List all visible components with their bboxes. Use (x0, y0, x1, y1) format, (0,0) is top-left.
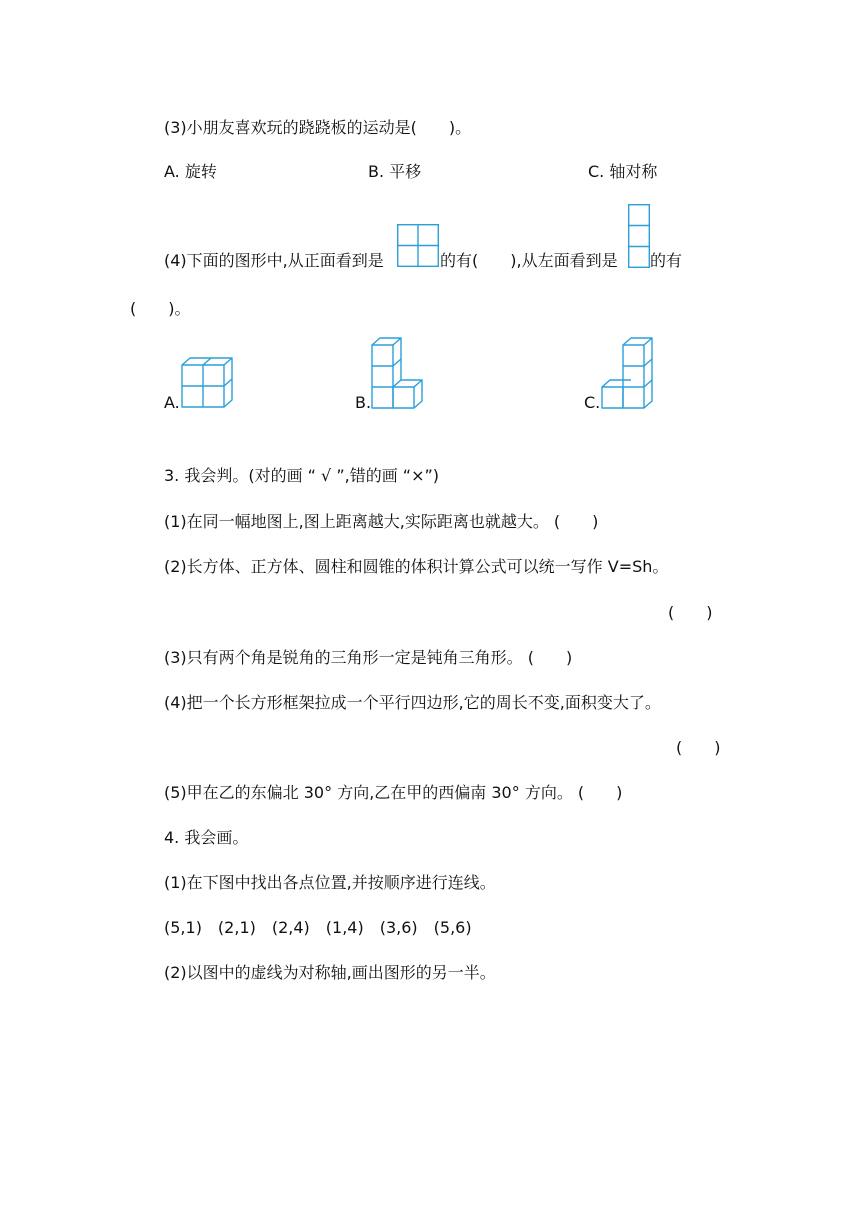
front-view-figure (397, 224, 439, 267)
option-a-cube-figure (180, 356, 236, 410)
draw-points-list: (5,1) (2,1) (2,4) (1,4) (3,6) (5,6) (164, 918, 472, 937)
judge-item-4: (4)把一个长方形框架拉成一个平行四边形,它的周长不变,面积变大了。 (164, 693, 661, 712)
q4-stem-part-d: ( )。 (130, 299, 191, 318)
q4-stem-part-c: 的有 (650, 251, 683, 270)
draw-question-1: (1)在下图中找出各点位置,并按顺序进行连线。 (164, 873, 496, 892)
q4-stem-part-a: (4)下面的图形中,从正面看到是 (164, 251, 384, 270)
q3-option-b: B. 平移 (368, 162, 422, 181)
judge-section-title: 3. 我会判。(对的画 “ √ ”,错的画 “×”) (164, 466, 440, 485)
q3-stem: (3)小朋友喜欢玩的跷跷板的运动是( )。 (164, 118, 472, 137)
judge-item-4-answer: ( ) (676, 738, 721, 757)
q3-option-a: A. 旋转 (164, 162, 217, 181)
q4-option-a-label: A. (164, 393, 180, 412)
option-b-cube-figure (370, 336, 426, 410)
draw-section-title: 4. 我会画。 (164, 828, 249, 847)
judge-item-3: (3)只有两个角是锐角的三角形一定是钝角三角形。 ( ) (164, 648, 573, 667)
left-view-figure (628, 204, 650, 268)
judge-item-1: (1)在同一幅地图上,图上距离越大,实际距离也就越大。 ( ) (164, 512, 599, 531)
q4-stem-part-b: 的有( ),从左面看到是 (440, 251, 618, 270)
option-c-cube-figure (600, 336, 656, 410)
q4-option-c-label: C. (584, 393, 601, 412)
judge-item-5: (5)甲在乙的东偏北 30° 方向,乙在甲的西偏南 30° 方向。 ( ) (164, 783, 623, 802)
draw-question-2: (2)以图中的虚线为对称轴,画出图形的另一半。 (164, 963, 496, 982)
judge-item-2: (2)长方体、正方体、圆柱和圆锥的体积计算公式可以统一写作 V=Sh。 (164, 557, 669, 576)
judge-item-2-answer: ( ) (668, 603, 713, 622)
q3-option-c: C. 轴对称 (588, 162, 658, 181)
q4-option-b-label: B. (355, 393, 372, 412)
